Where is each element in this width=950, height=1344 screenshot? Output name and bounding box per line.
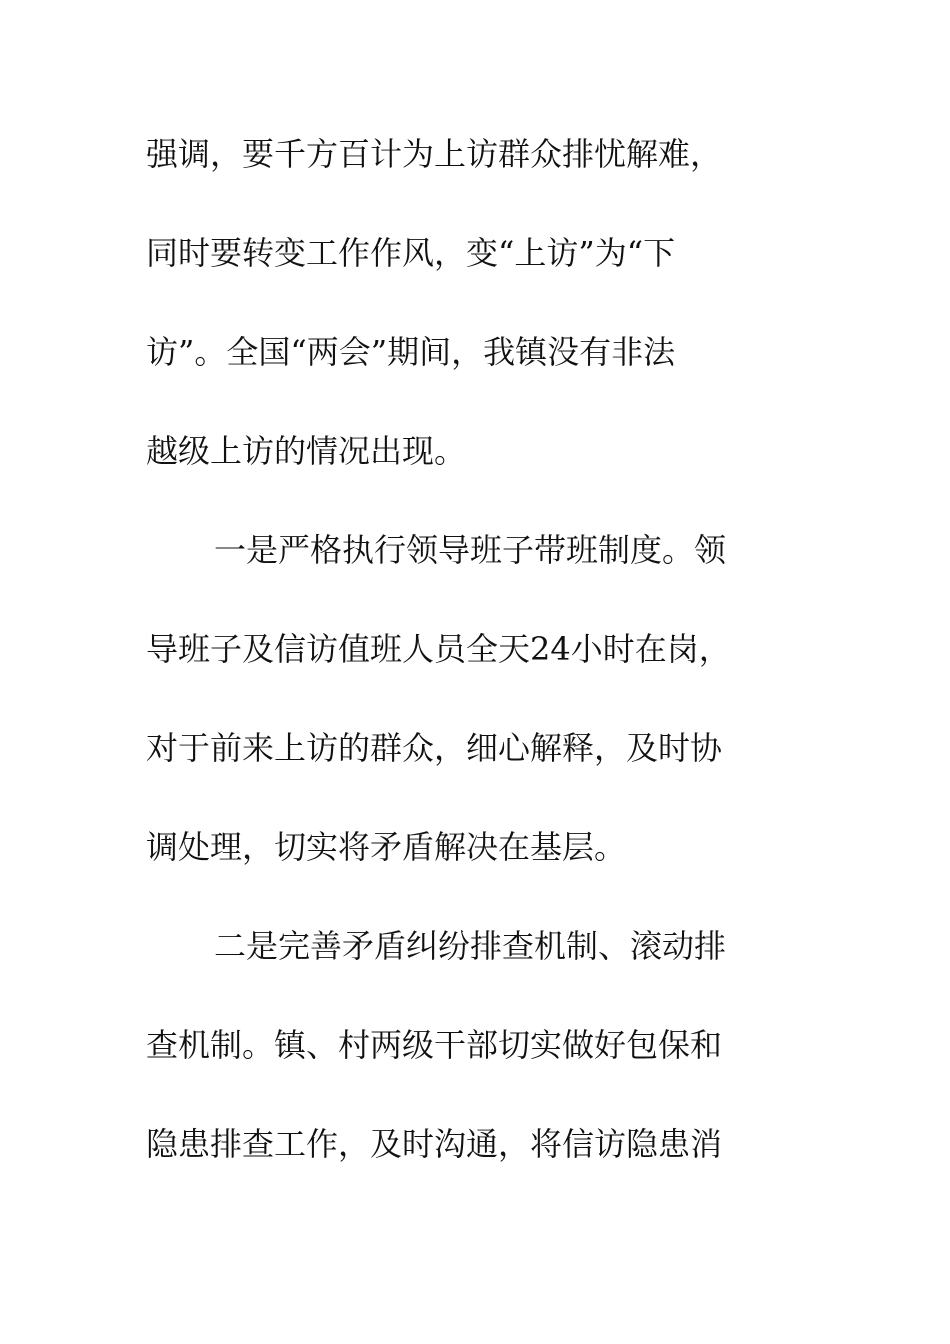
text-line-6: 导班子及信访值班人员全天24小时在岗， bbox=[146, 630, 731, 668]
text-line-3: 访”。全国“两会”期间，我镇没有非法 bbox=[146, 333, 676, 371]
text-line-5: 一是严格执行领导班子带班制度。领 bbox=[214, 531, 727, 569]
text-line-9: 二是完善矛盾纠纷排查机制、滚动排 bbox=[214, 927, 727, 965]
text-line-2: 同时要转变工作作风，变“上访”为“下 bbox=[146, 234, 676, 272]
text-line-7: 对于前来上访的群众，细心解释，及时协 bbox=[146, 729, 723, 767]
text-line-10: 查机制。镇、村两级干部切实做好包保和 bbox=[146, 1026, 723, 1064]
text-line-8: 调处理，切实将矛盾解决在基层。 bbox=[146, 828, 627, 866]
text-line-11: 隐患排查工作，及时沟通，将信访隐患消 bbox=[146, 1125, 723, 1163]
text-line-1: 强调，要千方百计为上访群众排忧解难， bbox=[146, 135, 723, 173]
text-line-4: 越级上访的情况出现。 bbox=[146, 432, 467, 470]
